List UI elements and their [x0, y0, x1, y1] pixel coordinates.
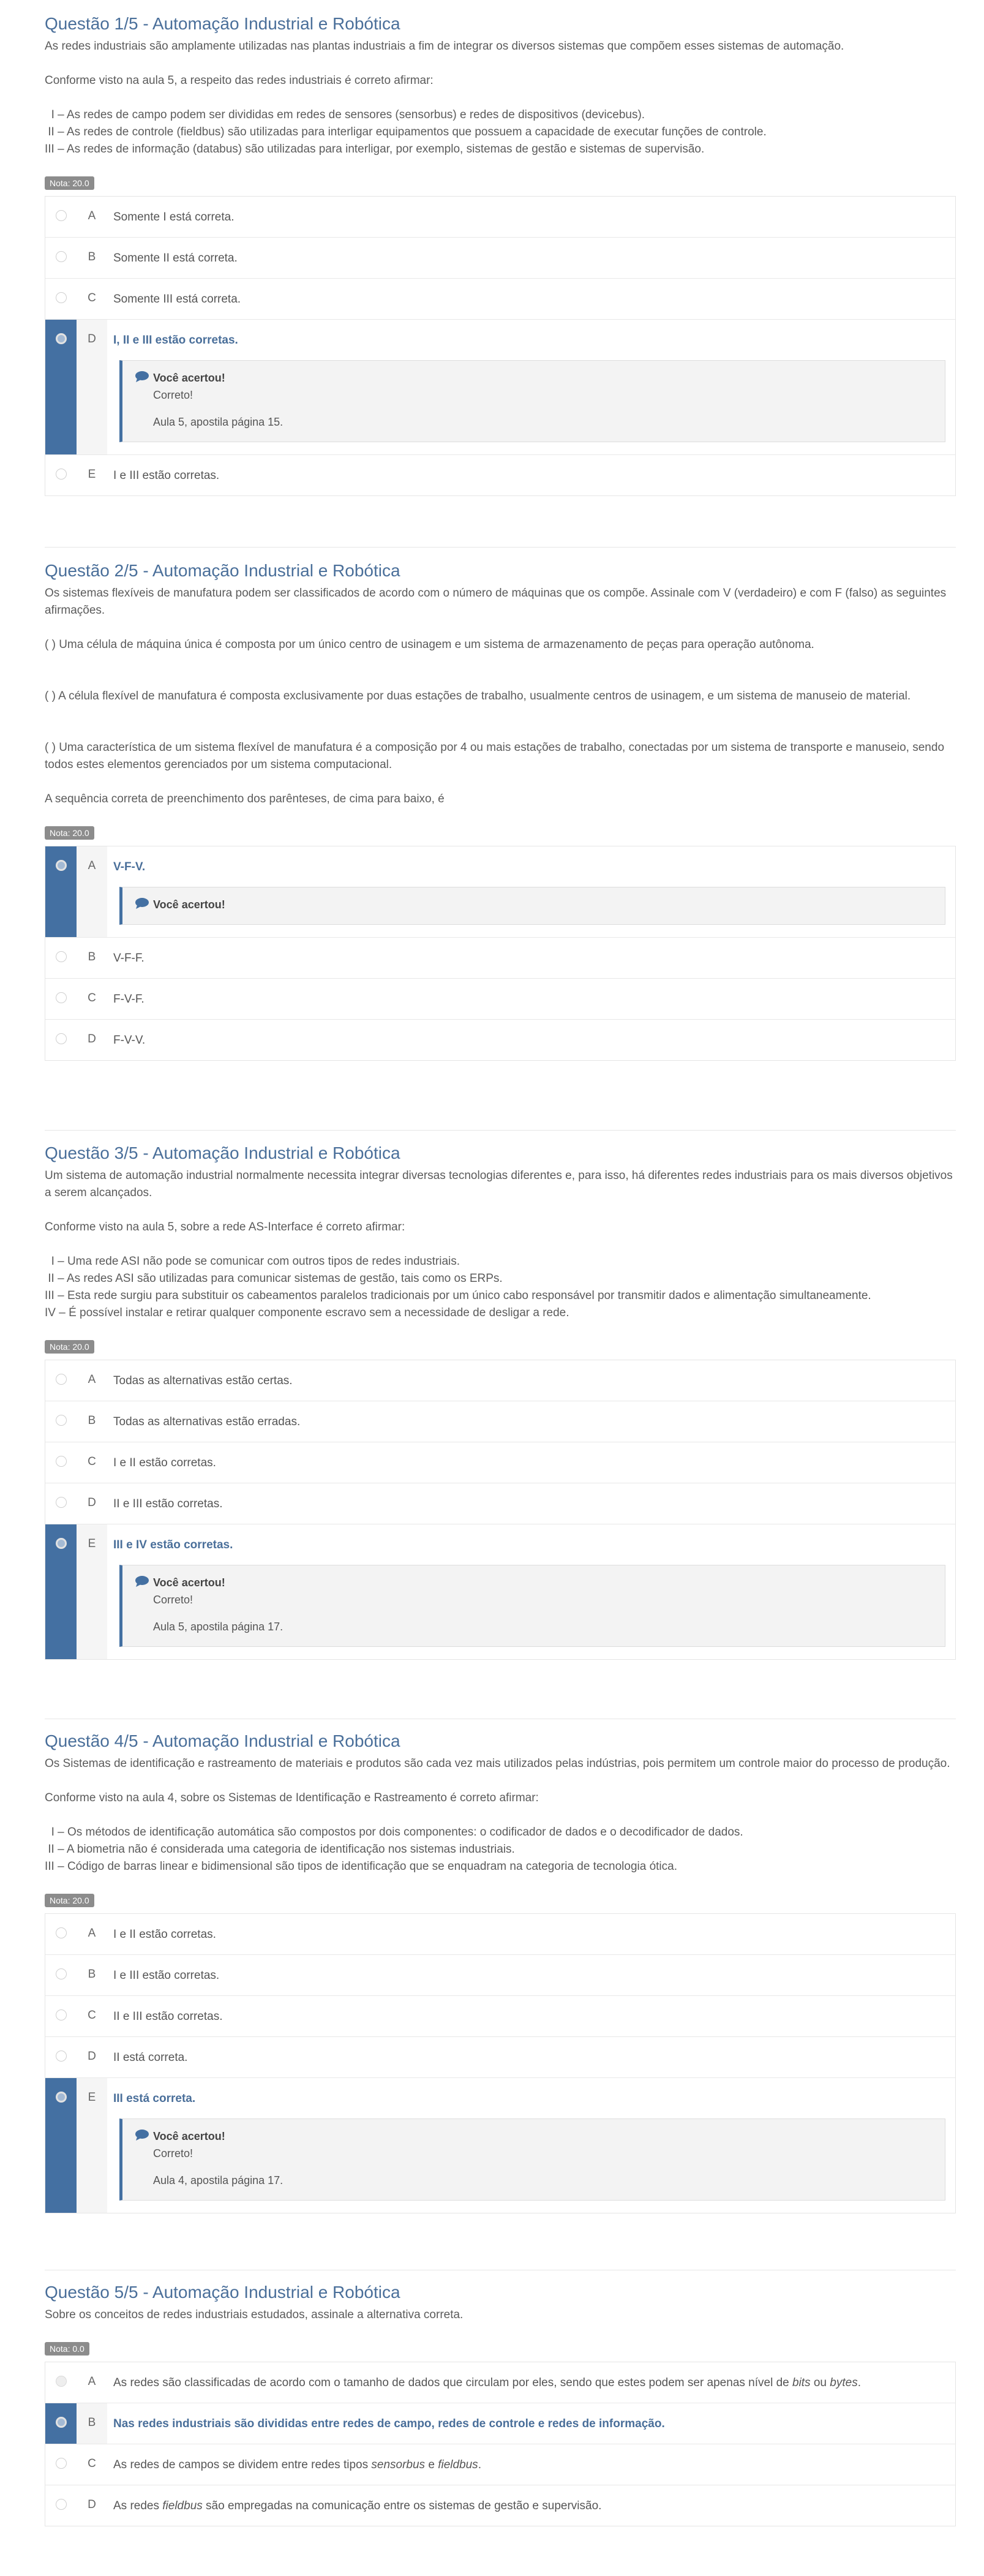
option-d[interactable] [45, 2485, 955, 2526]
radio-button-selected[interactable] [56, 2092, 67, 2103]
option-label: I, II e III estão corretas. [113, 334, 238, 347]
option-label: II e III estão corretas. [113, 1497, 223, 1510]
statement-line: III – Esta rede surgiu para substituir os cabeamentos paralelos tradicionais por um único cabo responsável por transmitir dados e alimentação simultaneamente. [45, 1289, 871, 1302]
option-letter: E [88, 468, 96, 481]
option-letter: D [88, 1496, 96, 1509]
statement-line: IV – É possível instalar e retirar qualquer componente escravo sem a necessidade de desligar a rede. [45, 1306, 569, 1319]
radio-button[interactable] [56, 1374, 67, 1385]
statement-line: I – Uma rede ASI não pode se comunicar com outros tipos de redes industriais. [45, 1255, 460, 1268]
option-letter: C [88, 292, 96, 304]
feedback-title: Você acertou! [153, 1576, 225, 1589]
statement-line: III – As redes de informação (databus) são utilizadas para interligar, por exemplo, sistemas de gestão e sistemas de supervisão. [45, 143, 705, 156]
score-badge: Nota: 0.0 [45, 2342, 89, 2356]
feedback-box [119, 887, 945, 925]
question-statement [45, 585, 956, 808]
statement-line: II – As redes ASI são utilizadas para comunicar sistemas de gestão, tais como os ERPs. [45, 1272, 503, 1285]
feedback-box [119, 2118, 945, 2201]
option-letter: E [77, 2078, 107, 2213]
option-label: Todas as alternativas estão certas. [113, 1374, 293, 1387]
option-label: III está correta. [113, 2092, 196, 2105]
option-label: Nas redes industriais são divididas entre redes de campo, redes de controle e redes de informação. [113, 2417, 665, 2430]
option-letter: A [88, 1373, 96, 1386]
statement-line: Os sistemas flexíveis de manufatura podem ser classificados de acordo com o número de máquinas que os compõe. Assinale com V (verdadeiro) e com F (falso) as seguintes afirmações. [45, 587, 950, 617]
option-a[interactable] [45, 1914, 955, 1954]
option-letter: B [88, 951, 96, 963]
option-letter: C [88, 2009, 96, 2022]
radio-button[interactable] [56, 210, 67, 221]
option-letter: D [88, 2050, 96, 2063]
option-label: II e III estão corretas. [113, 2010, 223, 2023]
option-c[interactable] [45, 278, 955, 319]
radio-button[interactable] [56, 1927, 67, 1938]
option-b[interactable] [45, 1954, 955, 1995]
option-letter: B [88, 1968, 96, 1981]
options-list [45, 196, 956, 496]
statement-line: Sobre os conceitos de redes industriais estudados, assinale a alternativa correta. [45, 2308, 464, 2321]
option-label: As redes de campos se dividem entre redes tipos sensorbus e fieldbus. [113, 2458, 481, 2471]
radio-button[interactable] [56, 469, 67, 480]
question-1 [45, 13, 956, 496]
option-a[interactable] [45, 1360, 955, 1401]
option-letter: C [88, 1455, 96, 1468]
statement-line: II – As redes de controle (fieldbus) são utilizadas para interligar equipamentos que possuem a capacidade de executar funções de controle. [45, 126, 767, 138]
score-badge: Nota: 20.0 [45, 826, 94, 840]
option-label: I e II estão corretas. [113, 1928, 216, 1941]
statement-line: Os Sistemas de identificação e rastreamento de materiais e produtos são cada vez mais utilizados pelas indústrias, pois permitem um controle maior do processo de produção. [45, 1757, 950, 1770]
option-label: As redes fieldbus são empregadas na comunicação entre os sistemas de gestão e supervisão. [113, 2499, 602, 2512]
radio-button[interactable] [56, 1968, 67, 1979]
radio-button-correct-answer[interactable] [56, 2376, 67, 2387]
radio-button[interactable] [56, 2499, 67, 2510]
option-label: Somente I está correta. [113, 211, 235, 224]
radio-button[interactable] [56, 1497, 67, 1508]
statement-line: A sequência correta de preenchimento dos parênteses, de cima para baixo, é [45, 793, 445, 805]
option-letter: C [88, 992, 96, 1004]
option-letter: B [88, 1414, 96, 1427]
question-statement [45, 1755, 956, 1875]
option-e[interactable] [45, 454, 955, 495]
option-letter: A [77, 846, 107, 937]
option-label: Somente III está correta. [113, 293, 241, 306]
option-e-selected[interactable] [45, 1524, 955, 1659]
question-title: Questão 1/5 - Automação Industrial e Robótica [45, 14, 400, 33]
option-c[interactable] [45, 1995, 955, 2036]
option-b[interactable] [45, 237, 955, 278]
radio-button[interactable] [56, 951, 67, 962]
radio-button[interactable] [56, 2009, 67, 2021]
question-title: Questão 3/5 - Automação Industrial e Robótica [45, 1143, 400, 1162]
question-5 [45, 2282, 956, 2526]
option-label: Todas as alternativas estão erradas. [113, 1415, 301, 1428]
statement-line: As redes industriais são amplamente utilizadas nas plantas industriais a fim de integrar os diversos sistemas que compõem esses sistemas de automação. [45, 40, 844, 53]
option-letter: E [77, 1524, 107, 1659]
statement-line: I – Os métodos de identificação automática são compostos por dois componentes: o codificador de dados e o decodificador de dados. [45, 1826, 743, 1839]
feedback-reference: Aula 5, apostila página 15. [153, 416, 284, 428]
statement-line: Conforme visto na aula 5, a respeito das redes industriais é correto afirmar: [45, 74, 434, 87]
question-title: Questão 4/5 - Automação Industrial e Robótica [45, 1731, 400, 1750]
option-b[interactable] [45, 937, 955, 978]
options-list [45, 2362, 956, 2526]
question-statement [45, 1167, 956, 1322]
question-title: Questão 2/5 - Automação Industrial e Robótica [45, 561, 400, 580]
feedback-reference: Aula 5, apostila página 17. [153, 1621, 284, 1633]
options-list [45, 846, 956, 1061]
option-letter: A [88, 2375, 96, 2388]
option-c[interactable] [45, 2444, 955, 2485]
option-label: V-F-F. [113, 952, 145, 965]
question-statement [45, 2307, 956, 2324]
option-letter: B [77, 2403, 107, 2444]
option-label: F-V-V. [113, 1034, 146, 1047]
radio-button[interactable] [56, 992, 67, 1003]
feedback-text: Correto! [153, 1594, 193, 1606]
option-label: F-V-F. [113, 993, 145, 1006]
option-e-selected[interactable] [45, 2077, 955, 2213]
feedback-text: Correto! [153, 389, 193, 401]
question-title: Questão 5/5 - Automação Industrial e Robótica [45, 2283, 400, 2302]
option-label: II está correta. [113, 2051, 188, 2064]
option-label: I e III estão corretas. [113, 1969, 220, 1982]
score-badge: Nota: 20.0 [45, 176, 94, 190]
option-letter: A [88, 209, 96, 222]
statement-line: Conforme visto na aula 4, sobre os Sistemas de Identificação e Rastreamento é correto afirmar: [45, 1791, 539, 1804]
option-label: I e II estão corretas. [113, 1456, 216, 1469]
option-b[interactable] [45, 1401, 955, 1442]
option-d[interactable] [45, 2036, 955, 2077]
option-label: V-F-V. [113, 861, 146, 873]
radio-button[interactable] [56, 2051, 67, 2062]
options-list [45, 1360, 956, 1660]
option-d[interactable] [45, 1019, 955, 1060]
divider [45, 1130, 956, 1131]
radio-button[interactable] [56, 1415, 67, 1426]
statement-line: ( ) Uma característica de um sistema flexível de manufatura é a composição por 4 ou mais estações de trabalho, conectadas por um sistema de transporte e manuseio, sendo todos estes elementos gerenciados por um sistema computacional. [45, 741, 948, 771]
option-a-selected[interactable] [45, 846, 955, 937]
question-4 [45, 1731, 956, 2213]
radio-button[interactable] [56, 292, 67, 303]
option-letter: D [77, 320, 107, 454]
radio-button-selected[interactable] [56, 860, 67, 871]
feedback-text: Correto! [153, 2147, 193, 2160]
feedback-title: Você acertou! [153, 372, 225, 384]
options-list [45, 1913, 956, 2213]
option-letter: A [88, 1927, 96, 1940]
radio-button[interactable] [56, 1033, 67, 1044]
score-badge: Nota: 20.0 [45, 1340, 94, 1354]
option-a[interactable] [45, 197, 955, 237]
option-letter: D [88, 1033, 96, 1045]
radio-button[interactable] [56, 251, 67, 262]
speech-bubble-icon [135, 896, 153, 913]
speech-bubble-icon [135, 2128, 153, 2189]
divider [45, 547, 956, 548]
radio-button-selected[interactable] [56, 1538, 67, 1549]
option-a[interactable] [45, 2362, 955, 2403]
option-label: Somente II está correta. [113, 252, 238, 265]
option-letter: B [88, 250, 96, 263]
feedback-box [119, 1565, 945, 1647]
option-label: As redes são classificadas de acordo com o tamanho de dados que circulam por eles, sendo que estes podem ser apenas nível de bits ou bytes. [113, 2376, 861, 2389]
feedback-reference: Aula 4, apostila página 17. [153, 2174, 284, 2186]
statement-line: ( ) Uma célula de máquina única é composta por um único centro de usinagem e um sistema de armazenamento de peças para operação autônoma. [45, 638, 814, 651]
option-c[interactable] [45, 1442, 955, 1483]
option-label: III e IV estão corretas. [113, 1538, 233, 1551]
speech-bubble-icon [135, 1574, 153, 1635]
option-b-selected[interactable] [45, 2403, 955, 2444]
score-badge: Nota: 20.0 [45, 1894, 94, 1907]
question-2 [45, 560, 956, 1061]
radio-button-selected[interactable] [56, 2417, 67, 2428]
option-label: I e III estão corretas. [113, 469, 220, 482]
option-c[interactable] [45, 978, 955, 1019]
question-3 [45, 1143, 956, 1660]
statement-line: I – As redes de campo podem ser divididas em redes de sensores (sensorbus) e redes de dispositivos (devicebus). [45, 108, 645, 121]
statement-line: ( ) A célula flexível de manufatura é composta exclusivamente por duas estações de trabalho, usualmente centros de usinagem, e um sistema de manuseio de material. [45, 690, 911, 702]
feedback-title: Você acertou! [153, 898, 225, 911]
statement-line: Um sistema de automação industrial normalmente necessita integrar diversas tecnologias diferentes e, para isso, há diferentes redes industriais para os mais diversos objetivos a serem alcançados. [45, 1169, 956, 1199]
statement-line: III – Código de barras linear e bidimensional são tipos de identificação que se enquadram na categoria de tecnologia ótica. [45, 1860, 677, 1873]
option-d[interactable] [45, 1483, 955, 1524]
statement-line: Conforme visto na aula 5, sobre a rede AS-Interface é correto afirmar: [45, 1221, 405, 1233]
feedback-box [119, 360, 945, 442]
radio-button[interactable] [56, 1456, 67, 1467]
radio-button[interactable] [56, 2458, 67, 2469]
question-statement [45, 38, 956, 158]
speech-bubble-icon [135, 369, 153, 431]
statement-line: II – A biometria não é considerada uma categoria de identificação nos sistemas industriais. [45, 1843, 515, 1856]
feedback-title: Você acertou! [153, 2130, 225, 2142]
radio-button-selected[interactable] [56, 333, 67, 344]
option-letter: D [88, 2498, 96, 2511]
option-d-selected[interactable] [45, 319, 955, 454]
option-letter: C [88, 2457, 96, 2470]
